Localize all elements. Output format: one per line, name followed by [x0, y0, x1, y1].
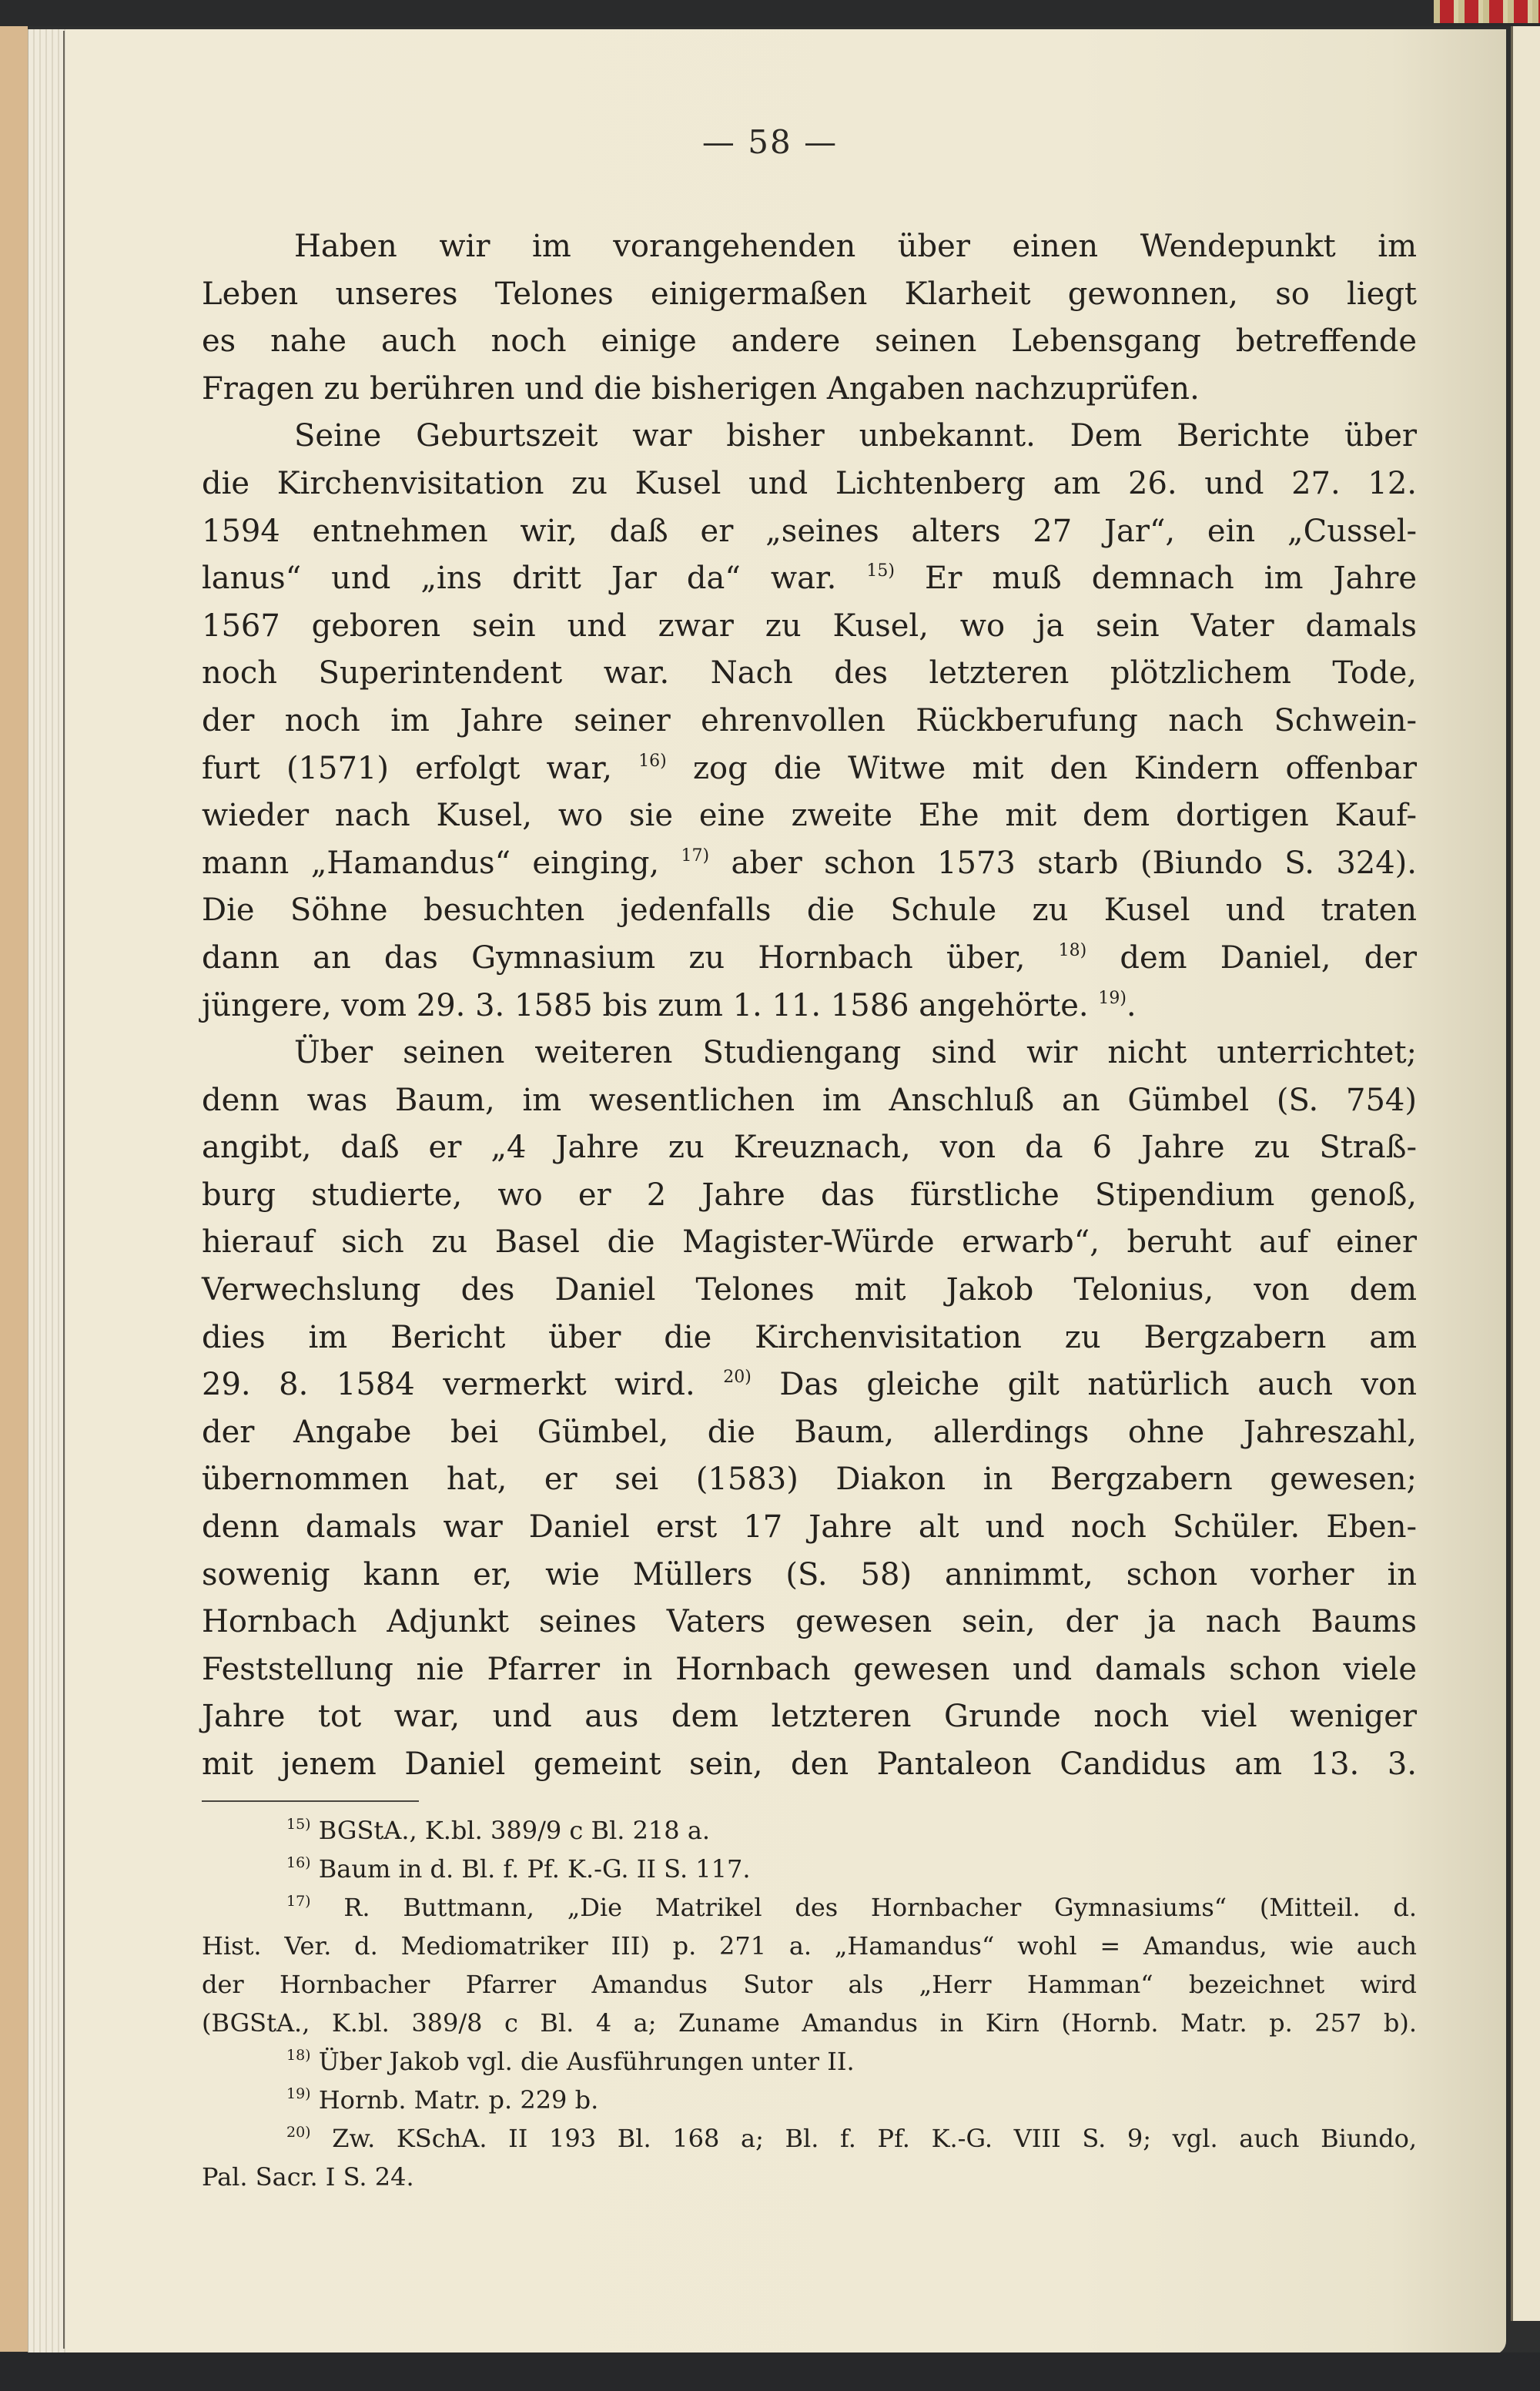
text-line [202, 1456, 1417, 1504]
page-number: — 58 — [701, 123, 839, 161]
text-line [202, 792, 1417, 840]
text-segment: Das gleiche gilt natürlich auch von [751, 1367, 1417, 1403]
text-line [202, 745, 1417, 793]
footnote-number: 18) [286, 2047, 311, 2064]
text-segment: die Kirchenvisitation zu Kusel und Lichtenberg am 26. und 27. 12. [202, 465, 1417, 501]
text-segment: dem Daniel, der [1086, 939, 1418, 976]
footnotes [202, 1811, 1417, 2196]
text-segment: dies im Bericht über die Kirchenvisitation zu Bergzabern am [202, 1319, 1417, 1355]
footnote-17-cont [202, 1965, 1417, 2004]
footnote-text: Pal. Sacr. I S. 24. [202, 2162, 414, 2192]
footnote-text: (BGStA., K.bl. 389/8 c Bl. 4 a; Zuname Amandus in Kirn (Hornb. Matr. p. 257 b). [202, 2008, 1417, 2038]
text-segment: Hornbach Adjunkt seines Vaters gewesen sein, der ja nach Baums [202, 1604, 1417, 1640]
footnote-text: Baum in d. Bl. f. Pf. K.-G. II S. 117. [318, 1854, 751, 1884]
footnote-text: R. Buttmann, „Die Matrikel des Hornbacher Gymnasiums“ (Mitteil. d. [343, 1893, 1418, 1922]
text-segment: jüngere, vom 29. 3. 1585 bis zum 1. 11. 1586 angehörte. [202, 987, 1099, 1023]
text-segment: dann an das Gymnasium zu Hornbach über, [202, 939, 1059, 976]
text-segment: Leben unseres Telones einigermaßen Klarheit gewonnen, so liegt [202, 276, 1417, 312]
text-segment: Haben wir im vorangehenden über einen Wendepunkt im [294, 229, 1417, 264]
text-line [202, 1741, 1417, 1789]
text-segment: 1567 geboren sein und zwar zu Kusel, wo ja sein Vater damals [202, 608, 1417, 644]
text-segment: furt (1571) erfolgt war, [202, 750, 639, 786]
text-line [202, 887, 1417, 935]
footnote-divider [202, 1800, 419, 1802]
text-line [202, 650, 1417, 698]
text-line [202, 1599, 1417, 1646]
text-segment: mit jenem Daniel gemeint sein, den Pantaleon Candidus am 13. 3. [202, 1746, 1417, 1782]
text-line [202, 1552, 1417, 1599]
text-line [202, 1314, 1417, 1362]
text-line [202, 1030, 1417, 1077]
body-text [202, 223, 1417, 1789]
footnote-17-cont [202, 1927, 1417, 1965]
text-line [202, 413, 1417, 460]
footnote-17-cont [202, 2004, 1417, 2042]
text-line [202, 1504, 1417, 1552]
text-line [202, 1693, 1417, 1741]
footnote-ref[interactable]: 20) [723, 1368, 752, 1388]
text-segment: 29. 8. 1584 vermerkt wird. [202, 1367, 724, 1403]
text-line [202, 460, 1417, 508]
footnote-ref[interactable]: 19) [1098, 988, 1127, 1008]
footnote-number: 17) [286, 1893, 311, 1910]
text-segment: hierauf sich zu Basel die Magister-Würde erwarb“, beruht auf einer [202, 1224, 1417, 1261]
footnote-ref[interactable]: 16) [638, 751, 667, 771]
footnote-text: der Hornbacher Pfarrer Amandus Sutor als „Herr Hamman“ bezeichnet wird [202, 1970, 1417, 1999]
footnote-text: BGStA., K.bl. 389/9 c Bl. 218 a. [318, 1816, 711, 1845]
page-edge-line [63, 31, 65, 2349]
text-line [202, 1267, 1417, 1314]
scan-background-bottom [0, 2352, 1540, 2391]
text-line [202, 1361, 1417, 1409]
text-line [202, 1219, 1417, 1267]
text-segment: Die Söhne besuchten jedenfalls die Schule zu Kusel und traten [202, 892, 1417, 929]
text-segment: Verwechslung des Daniel Telones mit Jakob Telonius, von dem [202, 1272, 1417, 1308]
footnote-number: 19) [286, 2085, 311, 2102]
text-line [202, 983, 1417, 1030]
footnote-number: 15) [286, 1816, 311, 1833]
scan-background-top [0, 0, 1540, 26]
text-line [202, 603, 1417, 651]
text-segment: noch Superintendent war. Nach des letzteren plötzlichem Tode, [202, 655, 1417, 692]
text-line [202, 318, 1417, 366]
text-segment: burg studierte, wo er 2 Jahre das fürstliche Stipendium genoß, [202, 1177, 1417, 1213]
text-line [202, 223, 1417, 271]
footnote-20 [202, 2119, 1417, 2158]
adjacent-page-edge [1511, 26, 1540, 2321]
text-segment: Über seinen weiteren Studiengang sind wir nicht unterrichtet; [294, 1035, 1417, 1071]
text-segment: der noch im Jahre seiner ehrenvollen Rückberufung nach Schwein- [202, 702, 1417, 738]
text-segment: Er muß demnach im Jahre [894, 561, 1417, 597]
text-line [202, 1409, 1417, 1457]
text-line [202, 508, 1417, 556]
text-segment: Feststellung nie Pfarrer in Hornbach gewesen und damals schon viele [202, 1651, 1417, 1687]
text-segment: zog die Witwe mit den Kindern offenbar [666, 750, 1418, 786]
footnote-text: Hornb. Matr. p. 229 b. [318, 2085, 599, 2115]
footnote-number: 20) [286, 2124, 311, 2141]
footnote-ref[interactable]: 17) [681, 846, 710, 866]
footnote-ref[interactable]: 15) [866, 561, 895, 581]
text-line [202, 698, 1417, 745]
text-segment: wieder nach Kusel, wo sie eine zweite Ehe mit dem dortigen Kauf- [202, 798, 1417, 834]
book-cover-edge [0, 26, 28, 2352]
text-segment: übernommen hat, er sei (1583) Diakon in Bergzabern gewesen; [202, 1462, 1417, 1498]
text-line [202, 366, 1417, 414]
text-segment: Jahre tot war, und aus dem letzteren Grunde noch viel weniger [202, 1699, 1417, 1735]
footnote-number: 16) [286, 1854, 311, 1871]
text-line [202, 840, 1417, 888]
footnote-18 [202, 2042, 1417, 2081]
text-segment: mann „Hamandus“ einging, [202, 845, 681, 881]
text-line [202, 271, 1417, 319]
text-segment: angibt, daß er „4 Jahre zu Kreuznach, von da 6 Jahre zu Straß- [202, 1130, 1417, 1166]
text-segment: Fragen zu berühren und die bisherigen Angaben nachzuprüfen. [202, 370, 1200, 407]
text-segment: denn was Baum, im wesentlichen im Anschluß an Gümbel (S. 754) [202, 1082, 1417, 1118]
text-line [202, 1172, 1417, 1220]
footnote-20-cont [202, 2158, 1417, 2196]
footnote-16 [202, 1850, 1417, 1888]
text-segment: Seine Geburtszeit war bisher unbekannt. Dem Berichte über [294, 418, 1417, 454]
text-line [202, 555, 1417, 603]
text-line [202, 1077, 1417, 1125]
footnote-text: Hist. Ver. d. Mediomatriker III) p. 271 a. „Hamandus“ wohl = Amandus, wie auch [202, 1931, 1417, 1961]
text-segment: der Angabe bei Gümbel, die Baum, allerdings ohne Jahreszahl, [202, 1414, 1417, 1450]
text-segment: aber schon 1573 starb (Biundo S. 324). [709, 845, 1417, 881]
text-line [202, 1646, 1417, 1694]
footnote-15 [202, 1811, 1417, 1850]
text-line [202, 935, 1417, 983]
footnote-19 [202, 2081, 1417, 2119]
bookmark-ribbon [1434, 0, 1540, 23]
text-line [202, 1124, 1417, 1172]
footnote-text: Über Jakob vgl. die Ausführungen unter II. [318, 2047, 855, 2076]
text-segment: lanus“ und „ins dritt Jar da“ war. [202, 561, 867, 597]
footnote-17 [202, 1888, 1417, 1927]
text-segment: es nahe auch noch einige andere seinen Lebensgang betreffende [202, 323, 1417, 360]
text-segment: sowenig kann er, wie Müllers (S. 58) annimmt, schon vorher in [202, 1556, 1417, 1592]
text-segment: 1594 entnehmen wir, daß er „seines alters 27 Jar“, ein „Cussel- [202, 513, 1417, 549]
text-segment: . [1126, 987, 1137, 1023]
footnote-ref[interactable]: 18) [1058, 940, 1087, 960]
text-segment: denn damals war Daniel erst 17 Jahre alt und noch Schüler. Eben- [202, 1509, 1417, 1545]
footnote-text: Zw. KSchA. II 193 Bl. 168 a; Bl. f. Pf. K.-G. VIII S. 9; vgl. auch Biundo, [332, 2124, 1418, 2153]
